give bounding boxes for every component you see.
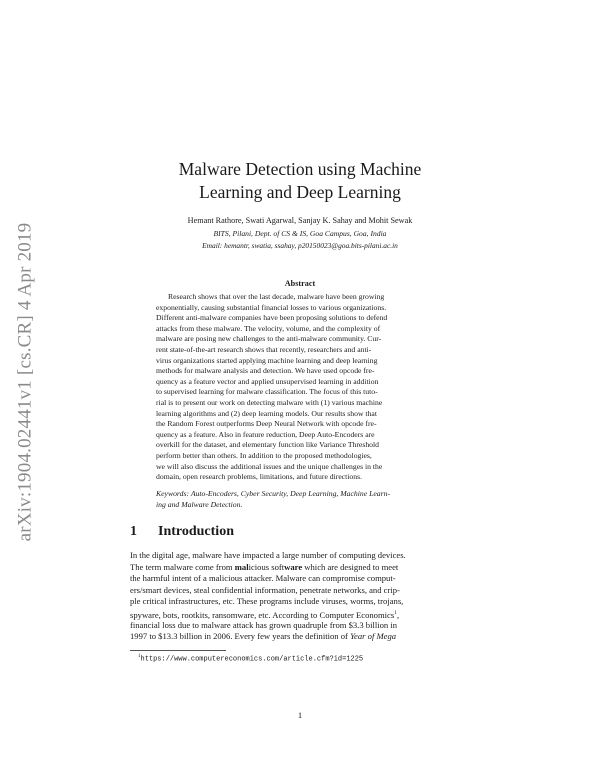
abstract-line: attacks from these malware. The velocity, volume, and the complexity of [156, 323, 381, 333]
author-list: Hemant Rathore, Swati Agarwal, Sanjay K. Sahay and Mohit Sewak [187, 216, 413, 225]
abstract-line: virus organizations started applying machine learning and deep learning [156, 355, 378, 365]
footnote-mark: 1 [138, 654, 141, 659]
section-heading [130, 524, 234, 540]
abstract-line: quency as a feature vector and applied unsupervised learning in addition [156, 376, 379, 386]
intro-line: ers/smart devices, steal confidential information, penetrate networks, and crip- [130, 584, 400, 595]
intro-line [130, 562, 472, 574]
abstract-line: learning algorithms and (2) deep learning models. Our results show that [156, 408, 377, 418]
intro-line: financial loss due to malware attack has grown quadruple from $3.3 billion in [130, 619, 398, 630]
abstract-line: to supervised learning for malware classification. The focus of this tuto- [156, 387, 378, 397]
abstract-line: the Random Forest outperforms Deep Neural Network with opcode fre- [156, 419, 377, 429]
abstract-line: quency as a feature. Also in feature reduction, Deep Auto-Encoders are [156, 429, 375, 439]
title-line-2: Learning and Deep Learning [199, 182, 401, 202]
intro-text: The term malware come from [130, 561, 235, 572]
keywords-line: ing and Malware Detection. [156, 499, 243, 509]
intro-text: icious soft [248, 561, 285, 572]
intro-bold-ware: ware [284, 561, 303, 572]
intro-text: which are designed to meet [302, 561, 399, 572]
abstract-line: Different anti-malware companies have been proposing solutions to defend [156, 313, 388, 323]
keywords-list: Auto-Encoders, Cyber Security, Deep Learning, Machine Learn- [189, 489, 391, 498]
abstract-line: Research shows that over the last decade, malware have been growing [168, 292, 385, 301]
abstract-line: overkill for the dataset, and elementary function like Variance Threshold [156, 440, 379, 450]
email-line: Email: hemantr, swatia, ssahay, p20150023@goa.bits-pilani.ac.in [202, 241, 398, 250]
abstract-line: perform better than others. In addition to the proposed methodologies, [156, 450, 372, 460]
arxiv-identifier: arXiv:1904.02441v1 [cs.CR] 4 Apr 2019 [14, 222, 35, 542]
abstract-line: malware are posing new challenges to the anti-malware community. Cur- [156, 334, 382, 344]
intro-italic-text: Year of Mega [347, 631, 397, 642]
keywords-label: Keywords: [156, 489, 190, 498]
abstract-body [156, 292, 448, 483]
abstract-line: we will also discuss the additional issues and the unique challenges in the [156, 461, 383, 471]
abstract-line: domain, open research problems, limitations, and future directions. [156, 472, 363, 482]
footnote [138, 654, 363, 663]
intro-text: spyware, bots, rootkits, ransomware, etc. According to Computer Economics [130, 609, 395, 620]
intro-bold-mal: mal [234, 561, 249, 572]
section-number: 1 [130, 524, 137, 539]
page-number: 1 [297, 710, 303, 720]
abstract-line: methods for malware analysis and detection. We have used opcode fre- [156, 366, 375, 376]
intro-line: the harmful intent of a malicious attacker. Malware can compromise comput- [130, 573, 396, 584]
title-line-1: Malware Detection using Machine [178, 159, 422, 179]
intro-line [130, 608, 472, 620]
abstract-line: exponentially, causing substantial financial losses to various organizations. [156, 302, 387, 312]
intro-text: 1997 to $13.3 billion in 2006. Every few years the definition of [130, 631, 348, 642]
paper-title [130, 158, 470, 204]
footnote-divider [130, 650, 226, 651]
intro-text: , [396, 609, 400, 620]
keywords [156, 489, 448, 510]
intro-line: In the digital age, malware have impacted a large number of computing devices. [130, 550, 406, 560]
abstract-line: rent state-of-the-art research shows that recently, researchers and anti- [156, 344, 372, 354]
arxiv-sidebar [8, 212, 42, 552]
introduction-body [130, 550, 472, 643]
footnote-marker[interactable]: 1 [394, 609, 397, 616]
abstract-line: rial is to present our work on detecting malware with (1) various machine [156, 397, 383, 407]
footnote-url[interactable]: https://www.computereconomics.com/article.cfm?id=1225 [140, 655, 364, 664]
affiliation: BITS, Pilani, Dept. of CS & IS, Goa Campus, Goa, India [213, 229, 387, 238]
intro-line [130, 631, 472, 643]
abstract-heading: Abstract [284, 279, 316, 288]
keywords-line [156, 489, 448, 500]
intro-line: ple critical infrastructures, etc. These programs include viruses, worms, trojans, [130, 596, 404, 607]
section-title: Introduction [158, 524, 234, 539]
